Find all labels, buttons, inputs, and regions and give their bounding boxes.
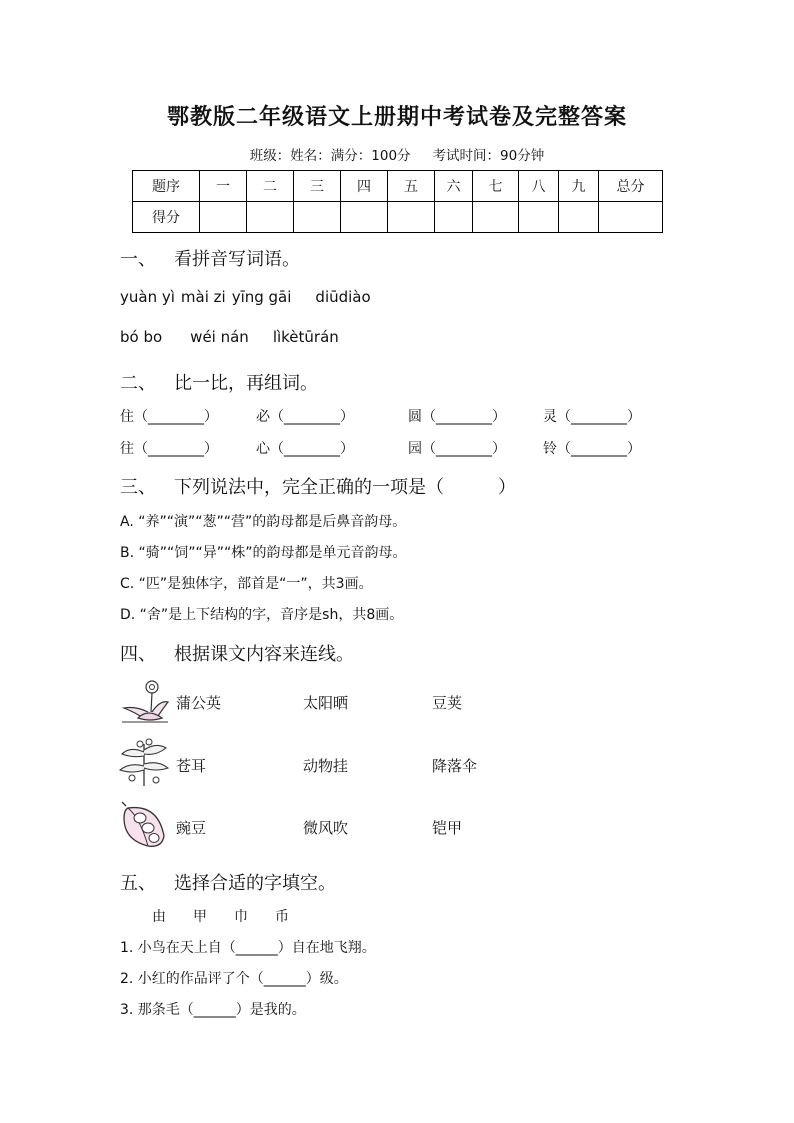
match-tool[interactable]: 豆荚 xyxy=(432,694,463,712)
pinyin-word: wéi nán xyxy=(190,328,249,346)
section-number: 一、 xyxy=(120,249,156,270)
section-number: 三、 xyxy=(120,477,156,498)
section-text: 比一比，再组词。 xyxy=(174,373,318,394)
choice-char: 巾 xyxy=(234,909,248,925)
pea-pod-icon xyxy=(118,800,168,850)
compare-item: 住（________） xyxy=(120,409,218,425)
compare-item: 心（________） xyxy=(256,441,354,457)
section-text: 根据课文内容来连线。 xyxy=(174,644,354,665)
option-a[interactable]: A. “养”“演”“葱”“营”的韵母都是后鼻音韵母。 xyxy=(120,514,407,530)
header-cell: 四 xyxy=(341,171,388,202)
header-cell: 题序 xyxy=(133,171,200,202)
pinyin-word: lìkètūrán xyxy=(272,328,339,346)
fill-item[interactable]: 1. 小鸟在天上自（______）自在地飞翔。 xyxy=(120,940,376,956)
header-cell: 七 xyxy=(473,171,519,202)
pinyin-line-1 xyxy=(120,288,393,306)
section-text: 看拼音写词语。 xyxy=(174,249,300,270)
compare-item: 园（________） xyxy=(408,441,506,457)
score-row-label: 得分 xyxy=(133,202,200,233)
choice-char: 币 xyxy=(275,909,289,925)
choice-char: 甲 xyxy=(193,909,207,925)
choice-characters xyxy=(152,906,316,926)
option-d[interactable]: D. “舍”是上下结构的字，音序是sh，共8画。 xyxy=(120,607,404,623)
score-cell[interactable] xyxy=(435,202,473,233)
match-tool[interactable]: 铠甲 xyxy=(432,819,463,837)
score-table-score-row xyxy=(133,202,663,233)
pinyin-word: yīng gāi xyxy=(231,288,292,306)
header-cell: 五 xyxy=(388,171,435,202)
exam-time: 考试时间：90分钟 xyxy=(432,148,545,164)
section-text: 选择合适的字填空。 xyxy=(174,873,336,894)
exam-info xyxy=(0,144,794,164)
fill-item[interactable]: 3. 那条毛（______）是我的。 xyxy=(120,1002,306,1018)
match-plant[interactable]: 蒲公英 xyxy=(176,694,222,712)
pinyin-word: diūdiào xyxy=(315,288,371,306)
section-number: 五、 xyxy=(120,873,156,894)
pinyin-word: mài zi xyxy=(180,288,226,306)
score-cell[interactable] xyxy=(341,202,388,233)
score-cell[interactable] xyxy=(247,202,294,233)
score-cell[interactable] xyxy=(559,202,599,233)
section-2-heading xyxy=(120,369,318,395)
score-cell[interactable] xyxy=(200,202,247,233)
cocklebur-plant-icon xyxy=(118,738,170,788)
choice-char: 由 xyxy=(152,909,166,925)
fill-item[interactable]: 2. 小红的作品评了个（______）级。 xyxy=(120,971,348,987)
section-1-heading xyxy=(120,245,300,271)
compare-item: 灵（________） xyxy=(543,409,641,425)
header-cell: 九 xyxy=(559,171,599,202)
section-text: 下列说法中，完全正确的一项是（ ） xyxy=(174,477,516,498)
class-name-score-info: 班级：姓名：满分：100分 xyxy=(249,148,411,164)
header-cell: 六 xyxy=(435,171,473,202)
match-method[interactable]: 太阳晒 xyxy=(303,694,349,712)
match-plant[interactable]: 豌豆 xyxy=(176,819,207,837)
page-title: 鄂教版二年级语文上册期中考试卷及完整答案 xyxy=(166,104,627,130)
header-cell: 一 xyxy=(200,171,247,202)
dandelion-icon xyxy=(118,678,170,724)
compare-item: 铃（________） xyxy=(543,441,641,457)
section-3-heading xyxy=(120,473,516,499)
match-method[interactable]: 微风吹 xyxy=(303,819,349,837)
section-number: 四、 xyxy=(120,644,156,665)
option-b[interactable]: B. “骑”“饲”“异”“株”的韵母都是单元音韵母。 xyxy=(120,545,407,561)
score-cell[interactable] xyxy=(294,202,341,233)
score-cell[interactable] xyxy=(519,202,559,233)
compare-item: 必（________） xyxy=(256,409,354,425)
match-plant[interactable]: 苍耳 xyxy=(176,757,207,775)
pinyin-word: bó bo xyxy=(120,328,163,346)
score-cell[interactable] xyxy=(599,202,663,233)
pinyin-word: yuàn yì xyxy=(120,288,175,306)
score-table xyxy=(132,170,663,233)
header-cell: 二 xyxy=(247,171,294,202)
header-cell: 总分 xyxy=(599,171,663,202)
section-number: 二、 xyxy=(120,373,156,394)
match-method[interactable]: 动物挂 xyxy=(303,757,349,775)
compare-item: 圆（________） xyxy=(408,409,506,425)
section-5-heading xyxy=(120,869,336,895)
match-tool[interactable]: 降落伞 xyxy=(432,757,478,775)
score-table-header-row xyxy=(133,171,663,202)
pinyin-line-2 xyxy=(120,328,361,346)
option-c[interactable]: C. “匹”是独体字，部首是“一”，共3画。 xyxy=(120,576,373,592)
header-cell: 八 xyxy=(519,171,559,202)
compare-item: 往（________） xyxy=(120,441,218,457)
score-cell[interactable] xyxy=(473,202,519,233)
score-cell[interactable] xyxy=(388,202,435,233)
section-4-heading xyxy=(120,640,354,666)
header-cell: 三 xyxy=(294,171,341,202)
